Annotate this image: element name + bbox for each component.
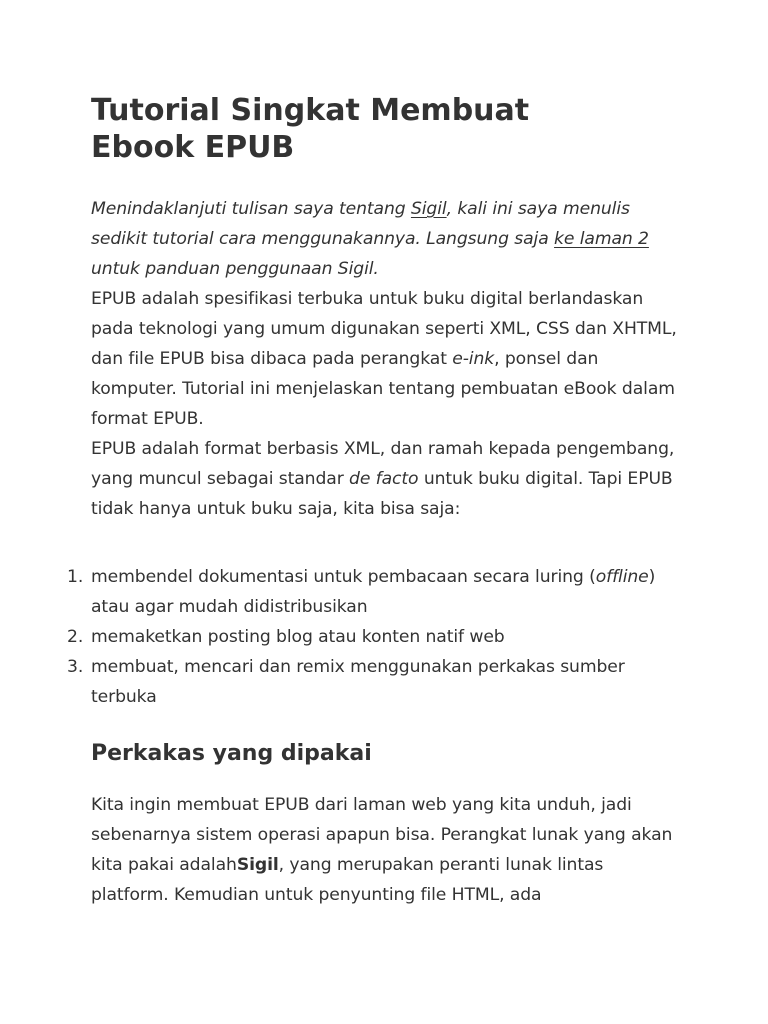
list-item-emphasis: offline [595,567,649,587]
list-item-text: membuat, mencari dan remix menggunakan perkakas sumber terbuka [91,657,625,707]
list-item [67,652,681,712]
page-2-link[interactable]: ke laman 2 [554,229,649,249]
use-case-list [67,562,681,712]
list-item-text: memaketkan posting blog atau konten natif web [91,627,505,647]
intro-paragraph [91,194,681,284]
paragraph-epub-format [91,434,681,524]
list-item [67,562,681,622]
paragraph-epub-spec [91,284,681,434]
list-number: 2. [67,627,84,647]
title-line-1: Tutorial Singkat Membuat [91,93,530,128]
para1-emphasis: e-ink [452,349,495,369]
intro-text-3: untuk panduan penggunaan Sigil. [91,259,379,279]
list-number: 1. [67,567,84,587]
article [67,92,681,910]
list-item-text-1: membendel dokumentasi untuk pembacaan secara luring ( [91,567,596,587]
para1-text-1: EPUB adalah spesifikasi terbuka untuk buku digital berlandaskan pada teknologi yang umum digunakan seperti XML, CSS dan XHTML, dan file EPUB bisa dibaca pada perangkat [91,289,677,369]
intro-text-2: , kali ini saya menulis sedikit tutorial cara menggunakannya. Langsung saja [91,199,630,249]
para3-text-2: , yang merupakan peranti lunak lintas platform. Kemudian untuk penyunting file HTML, ada [91,855,604,905]
sigil-link[interactable]: Sigil [410,199,447,219]
para3-text-1: Kita ingin membuat EPUB dari laman web yang kita unduh, jadi sebenarnya sistem operasi apapun bisa. Perangkat lunak yang akan kita pakai adalah [91,795,673,875]
para2-text-1: EPUB adalah format berbasis XML, dan ramah kepada pengembang, yang muncul sebagai standar [91,439,675,489]
list-item [67,622,681,652]
article-title [91,92,681,166]
para3-strong: Sigil [236,855,279,875]
section-heading: Perkakas yang dipakai [91,741,372,766]
para2-emphasis: de facto [349,469,419,489]
list-item-text-2: ) atau agar mudah didistribusikan [91,567,656,617]
para1-text-2: , ponsel dan komputer. Tutorial ini menjelaskan tentang pembuatan eBook dalam format EPUB. [91,349,675,429]
intro-text-1: Menindaklanjuti tulisan saya tentang [91,199,411,219]
list-number: 3. [67,657,84,677]
title-line-2: Ebook EPUB [91,130,295,165]
para2-text-2: untuk buku digital. Tapi EPUB tidak hanya untuk buku saja, kita bisa saja: [91,469,673,519]
paragraph-tools [91,790,681,910]
